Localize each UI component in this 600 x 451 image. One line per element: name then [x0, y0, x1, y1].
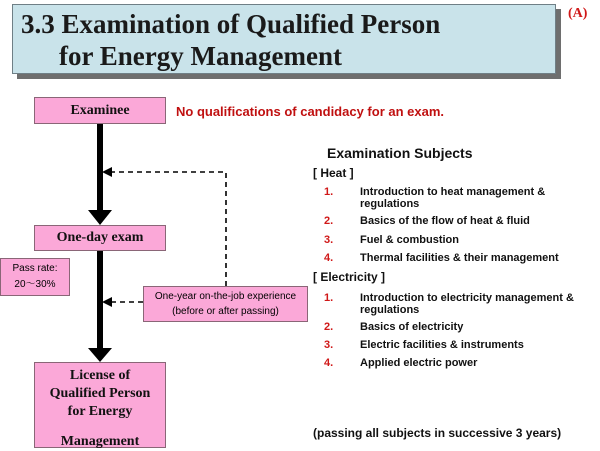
- subject-text: Fuel & combustion: [360, 234, 459, 246]
- heat-subject-2: [324, 215, 594, 227]
- subject-text: Basics of the flow of heat & fluid: [360, 215, 530, 227]
- pass-rate-label: Pass rate:: [12, 263, 58, 274]
- subject-text: Electric facilities & instruments: [360, 339, 524, 351]
- subject-number: 2.: [324, 321, 334, 333]
- subject-text: Thermal facilities & their management: [360, 252, 559, 264]
- subject-text: Basics of electricity: [360, 321, 464, 333]
- ojt-line2: (before or after passing): [172, 306, 279, 317]
- examinee-box: Examinee: [34, 97, 166, 124]
- electricity-subject-2: [324, 321, 594, 333]
- license-box: [34, 362, 166, 448]
- heat-subject-1: [324, 186, 594, 210]
- subjects-title: Examination Subjects: [327, 145, 473, 161]
- subject-text: Applied electric power: [360, 357, 478, 369]
- dashed-arrowhead-top: [102, 167, 112, 177]
- subject-number: 4.: [324, 252, 334, 264]
- page-title-line1: 3.3 Examination of Qualified Person: [21, 9, 441, 39]
- subject-number: 3.: [324, 234, 334, 246]
- footer-note: (passing all subjects in successive 3 years): [313, 426, 562, 440]
- electricity-subject-4: [324, 357, 594, 369]
- page-title-line2: for Energy Management: [59, 41, 342, 71]
- subject-number: 2.: [324, 215, 334, 227]
- subject-text: Introduction to heat management & regulations: [360, 186, 546, 210]
- electricity-subject-3: [324, 339, 594, 351]
- arrowhead-exam: [88, 210, 112, 225]
- electricity-subject-1: [324, 292, 594, 316]
- heat-subject-4: [324, 252, 594, 264]
- heat-subject-3: [324, 234, 594, 246]
- arrowhead-license: [88, 348, 112, 362]
- electricity-section-header: [ Electricity ]: [313, 270, 386, 284]
- dashed-arrowhead-bottom: [102, 297, 112, 307]
- pass-rate-box: [0, 258, 70, 296]
- ojt-line1: One-year on-the-job experience: [154, 291, 297, 302]
- slide-label: (A): [568, 6, 588, 21]
- one-day-exam-box: One-day exam: [34, 225, 166, 251]
- license-line2: Qualified Person: [49, 386, 151, 401]
- heat-section-header: [ Heat ]: [313, 166, 354, 180]
- subject-text: Introduction to electricity management & regulations: [360, 292, 574, 316]
- subject-number: 1.: [324, 292, 334, 304]
- no-qualification-note: No qualifications of candidacy for an exam.: [176, 104, 445, 119]
- pass-rate-value: 20～30%: [14, 279, 56, 290]
- ojt-experience-box: [143, 286, 308, 322]
- license-line3: for Energy: [67, 404, 133, 419]
- license-line1: License of: [69, 368, 131, 383]
- subject-number: 4.: [324, 357, 334, 369]
- subject-number: 1.: [324, 186, 334, 198]
- license-line4: Management: [60, 434, 140, 449]
- subject-number: 3.: [324, 339, 334, 351]
